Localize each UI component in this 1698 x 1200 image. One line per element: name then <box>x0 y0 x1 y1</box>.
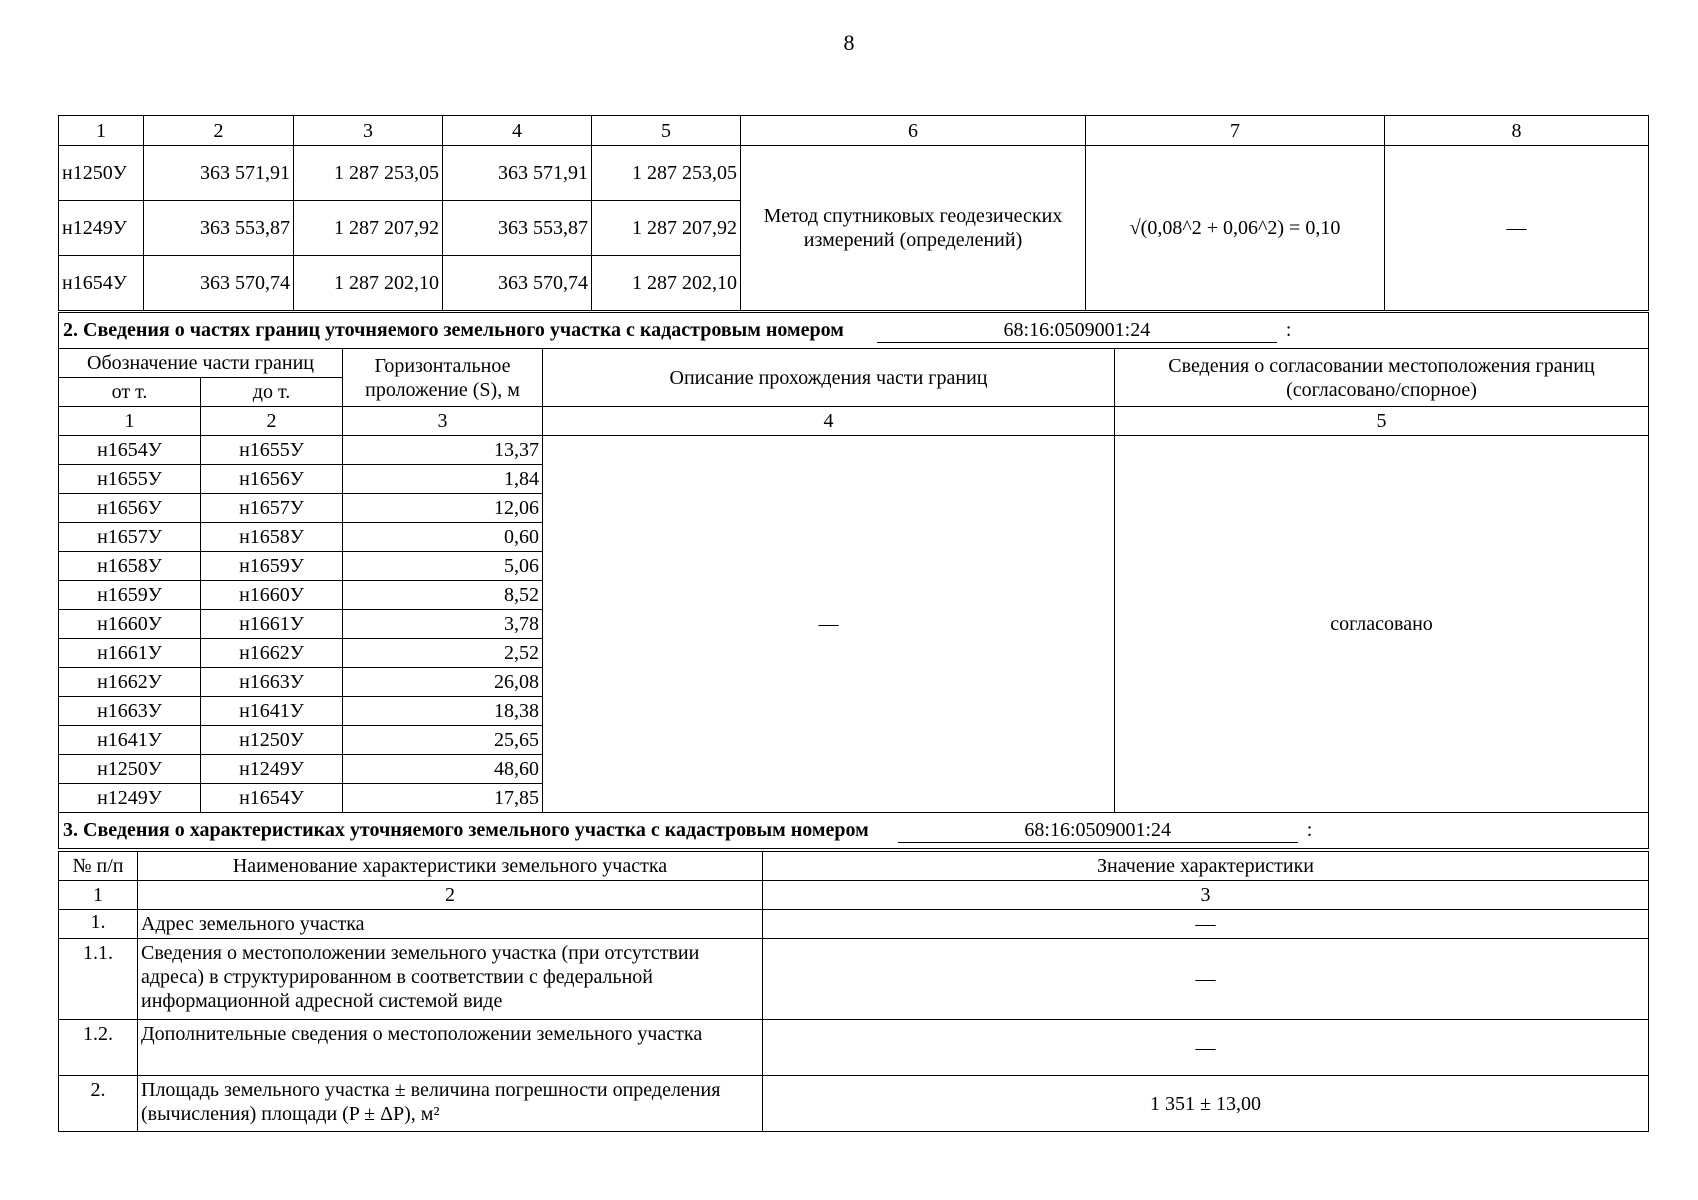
col-number: 2 <box>144 116 294 146</box>
coord-x-new: 363 553,87 <box>443 201 592 256</box>
section-2-title <box>59 313 1649 349</box>
col-number: 4 <box>543 407 1115 436</box>
from-point: н1660У <box>59 610 201 639</box>
from-point: н1655У <box>59 465 201 494</box>
characteristic-value: 1 351 ± 13,00 <box>763 1076 1649 1132</box>
section-2-title-row <box>59 313 1649 349</box>
to-point: н1249У <box>201 755 343 784</box>
from-point: н1654У <box>59 436 201 465</box>
col-number: 5 <box>592 116 741 146</box>
col-number: 1 <box>59 407 201 436</box>
agreement-value: согласовано <box>1115 436 1649 813</box>
col-number-row <box>59 881 1649 910</box>
from-point: н1661У <box>59 639 201 668</box>
from-point: н1658У <box>59 552 201 581</box>
row-num: 2. <box>59 1076 138 1132</box>
head-name: Наименование характеристики земельного участка <box>138 852 763 881</box>
head-num: № п/п <box>59 852 138 881</box>
col-number: 3 <box>294 116 443 146</box>
coord-y-new: 1 287 253,05 <box>592 146 741 201</box>
row-num: 1.1. <box>59 939 138 1020</box>
head-agreement: Сведения о согласовании местоположения границ (согласовано/спорное) <box>1115 349 1649 407</box>
from-point: н1662У <box>59 668 201 697</box>
col-number: 7 <box>1086 116 1385 146</box>
colon: : <box>1285 319 1292 341</box>
coord-y-old: 1 287 202,10 <box>294 256 443 311</box>
to-point: н1658У <box>201 523 343 552</box>
coordinates-header-row <box>59 116 1649 146</box>
head-description: Описание прохождения части границ <box>543 349 1115 407</box>
table-row <box>59 939 1649 1020</box>
horizontal-distance: 2,52 <box>343 639 543 668</box>
to-point: н1655У <box>201 436 343 465</box>
from-point: н1657У <box>59 523 201 552</box>
formula-cell: √(0,08^2 + 0,06^2) = 0,10 <box>1086 146 1385 311</box>
horizontal-distance: 1,84 <box>343 465 543 494</box>
point-name: н1250У <box>59 146 144 201</box>
characteristics-table <box>58 851 1649 1132</box>
horizontal-distance: 17,85 <box>343 784 543 813</box>
section-3-title-text: 3. Сведения о характеристиках уточняемого земельного участка с кадастровым номером <box>63 819 869 841</box>
horizontal-distance: 3,78 <box>343 610 543 639</box>
to-point: н1654У <box>201 784 343 813</box>
cadastral-number: 68:16:0509001:24 <box>898 818 1298 843</box>
coord-y-new: 1 287 202,10 <box>592 256 741 311</box>
from-point: н1249У <box>59 784 201 813</box>
characteristic-name: Адрес земельного участка <box>138 910 763 939</box>
horizontal-distance: 8,52 <box>343 581 543 610</box>
col-number: 1 <box>59 116 144 146</box>
from-point: н1250У <box>59 755 201 784</box>
horizontal-distance: 48,60 <box>343 755 543 784</box>
page-number: 8 <box>843 30 855 55</box>
horizontal-distance: 0,60 <box>343 523 543 552</box>
colon: : <box>1306 819 1313 841</box>
from-point: н1656У <box>59 494 201 523</box>
header-row <box>59 349 1649 378</box>
to-point: н1662У <box>201 639 343 668</box>
to-point: н1641У <box>201 697 343 726</box>
col-number: 6 <box>741 116 1086 146</box>
table-row <box>59 1076 1649 1132</box>
to-point: н1663У <box>201 668 343 697</box>
characteristic-value: — <box>763 1020 1649 1076</box>
characteristic-name: Сведения о местоположении земельного участка (при отсутствии адреса) в структурированном в соответствии с федеральной информационной адресной системой виде <box>138 939 763 1020</box>
to-point: н1661У <box>201 610 343 639</box>
header-row <box>59 852 1649 881</box>
horizontal-distance: 18,38 <box>343 697 543 726</box>
section-2-title-text: 2. Сведения о частях границ уточняемого земельного участка с кадастровым номером <box>63 319 844 341</box>
table-row <box>59 1020 1649 1076</box>
head-part: Обозначение части границ <box>59 349 343 378</box>
characteristic-value: — <box>763 939 1649 1020</box>
col-number-row <box>59 407 1649 436</box>
from-point: н1659У <box>59 581 201 610</box>
row-num: 1. <box>59 910 138 939</box>
head-horizontal: Горизонтальное проложение (S), м <box>343 349 543 407</box>
horizontal-distance: 12,06 <box>343 494 543 523</box>
col-number: 4 <box>443 116 592 146</box>
characteristic-value: — <box>763 910 1649 939</box>
horizontal-distance: 5,06 <box>343 552 543 581</box>
col-number: 2 <box>138 881 763 910</box>
section-3-title <box>59 813 1649 849</box>
description-value: — <box>543 436 1115 813</box>
point-name: н1654У <box>59 256 144 311</box>
col-number: 1 <box>59 881 138 910</box>
method-cell: Метод спутниковых геодезических измерений (определений) <box>741 146 1086 311</box>
col-number: 5 <box>1115 407 1649 436</box>
col-number: 8 <box>1385 116 1649 146</box>
horizontal-distance: 13,37 <box>343 436 543 465</box>
head-value: Значение характеристики <box>763 852 1649 881</box>
characteristic-name: Площадь земельного участка ± величина погрешности определения (вычисления) площади (P ± ΔP), м² <box>138 1076 763 1132</box>
table-row <box>59 910 1649 939</box>
row-num: 1.2. <box>59 1020 138 1076</box>
head-to: до т. <box>201 378 343 407</box>
coord-x-old: 363 553,87 <box>144 201 294 256</box>
head-from: от т. <box>59 378 201 407</box>
point-name: н1249У <box>59 201 144 256</box>
from-point: н1663У <box>59 697 201 726</box>
horizontal-distance: 26,08 <box>343 668 543 697</box>
col8-cell: — <box>1385 146 1649 311</box>
from-point: н1641У <box>59 726 201 755</box>
cadastral-number: 68:16:0509001:24 <box>877 318 1277 343</box>
coord-x-old: 363 571,91 <box>144 146 294 201</box>
characteristic-name: Дополнительные сведения о местоположении земельного участка <box>138 1020 763 1076</box>
coord-y-new: 1 287 207,92 <box>592 201 741 256</box>
coordinates-table <box>58 115 1649 311</box>
to-point: н1657У <box>201 494 343 523</box>
to-point: н1656У <box>201 465 343 494</box>
col-number: 3 <box>763 881 1649 910</box>
col-number: 2 <box>201 407 343 436</box>
table-row <box>59 146 1649 201</box>
coord-x-new: 363 570,74 <box>443 256 592 311</box>
to-point: н1660У <box>201 581 343 610</box>
coord-y-old: 1 287 253,05 <box>294 146 443 201</box>
boundary-parts-table <box>58 312 1649 849</box>
to-point: н1659У <box>201 552 343 581</box>
to-point: н1250У <box>201 726 343 755</box>
col-number: 3 <box>343 407 543 436</box>
coord-y-old: 1 287 207,92 <box>294 201 443 256</box>
coord-x-old: 363 570,74 <box>144 256 294 311</box>
coord-x-new: 363 571,91 <box>443 146 592 201</box>
horizontal-distance: 25,65 <box>343 726 543 755</box>
table-row <box>59 436 1649 465</box>
section-3-title-row <box>59 813 1649 849</box>
